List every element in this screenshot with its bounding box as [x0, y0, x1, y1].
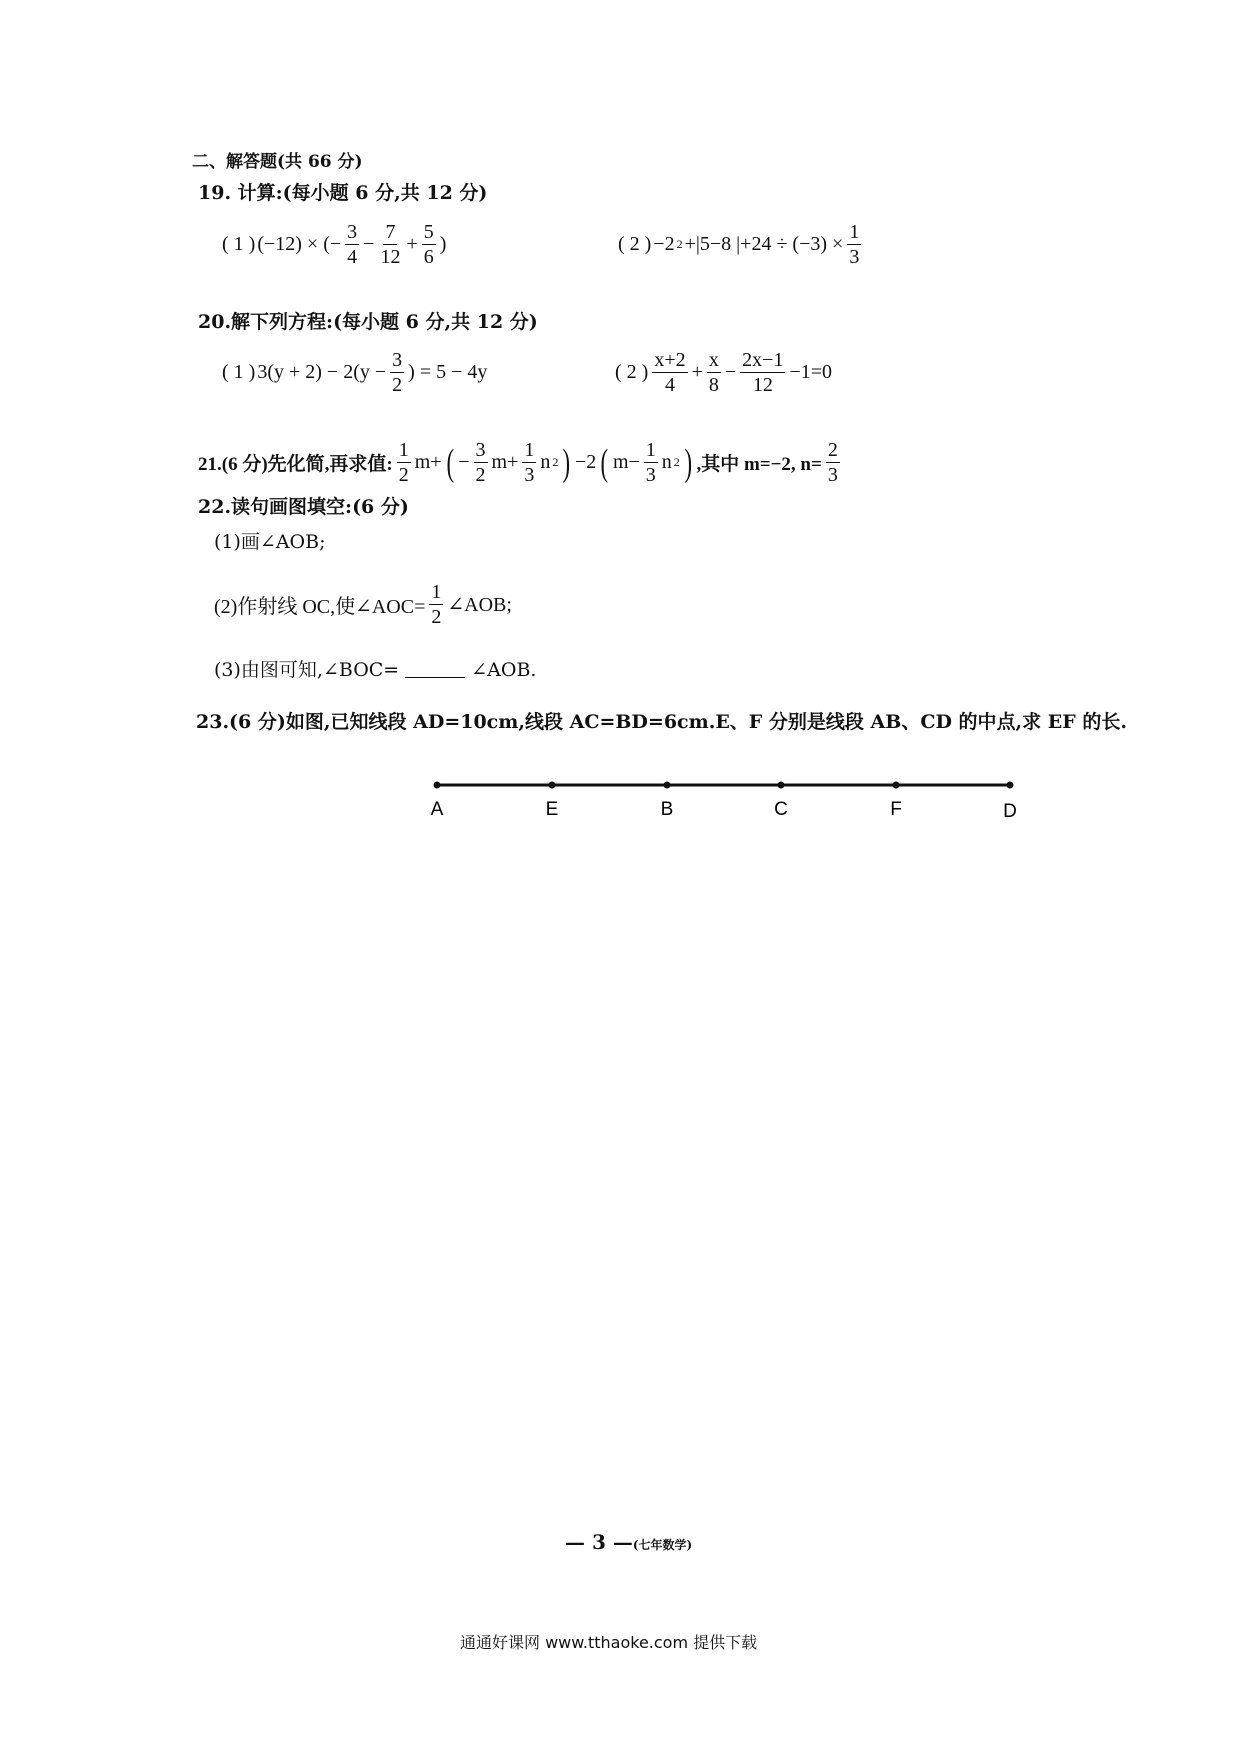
- point-f-dot: [893, 782, 900, 789]
- q21-lead: 21.(6 分)先化简,再求值:: [198, 454, 393, 475]
- page-subject: (七年数学): [632, 1538, 693, 1552]
- q22-step2: (2)作射线 OC,使∠AOC= $\frac{1}{2}$ ∠AOB;: [214, 581, 512, 628]
- answer-blank[interactable]: [405, 659, 465, 678]
- q22-step3: (3)由图可知,∠BOC= ∠AOB.: [214, 659, 537, 681]
- point-a-label: A: [430, 799, 444, 820]
- q22-step1: (1)画∠AOB;: [214, 531, 326, 553]
- q19-p1-frac3: $\frac{5}{6}$: [423, 221, 434, 268]
- q20-p1-frac: $\frac{3}{2}$: [392, 349, 403, 396]
- q19-part2: ( 2 ) −2 2 +|5−8 |+24 ÷ (−3) × $\frac{1}{3}$: [618, 221, 860, 268]
- q20-p2-frac1: $\frac{x+2}{4}$: [654, 349, 686, 396]
- q22-title: 22.读句画图填空:(6 分): [198, 496, 409, 518]
- point-f-label: F: [890, 799, 902, 820]
- q20-part2: ( 2 ) $\frac{x+2}{4}$ + $\frac{x}{8}$ − $\frac{2x-1}{12}$ −1=0: [615, 349, 833, 396]
- q19-p1-frac2: $\frac{7}{12}$: [380, 221, 401, 268]
- point-b-dot: [664, 782, 671, 789]
- q19-p1-text: (−12) × (−: [257, 233, 342, 255]
- point-d-dot: [1007, 782, 1014, 789]
- point-a-dot: [434, 782, 441, 789]
- q19-p2-frac: $\frac{1}{3}$: [849, 221, 860, 268]
- section-header: 二、解答题(共 66 分): [192, 152, 363, 172]
- q19-part1: ( 1 ) (−12) × (− $\frac{3}{4}$ − $\frac{7}{12}$ + $\frac{5}{6}$ ): [222, 221, 447, 268]
- point-e-dot: [549, 782, 556, 789]
- q20-p2-frac3: $\frac{2x-1}{12}$: [742, 349, 784, 396]
- q20-title: 20.解下列方程:(每小题 6 分,共 12 分): [198, 311, 538, 333]
- download-footer: 通通好课网 www.tthaoke.com 提供下载: [460, 1633, 758, 1652]
- point-b-label: B: [660, 799, 674, 820]
- q21-expression: 21.(6 分)先化简,再求值: $\frac{1}{2}$ m+ ( − $\frac{3}{2}$ m+ $\frac{1}{3}$ n 2 ) −2 ( m− $\frac{1}{3}$ n 2 ) ,其中 m=−2, n= $\frac{2}{3}$: [198, 439, 838, 486]
- point-d-label: D: [1003, 801, 1017, 822]
- page-number: — 3 —(七年数学): [565, 1530, 693, 1554]
- point-e-label: E: [545, 799, 559, 820]
- q19-title: 19. 计算:(每小题 6 分,共 12 分): [198, 182, 488, 204]
- q23-title: 23.(6 分)如图,已知线段 AD=10cm,线段 AC=BD=6cm.E、F 分别是线段 AB、CD 的中点,求 EF 的长.: [196, 711, 1127, 733]
- q20-p2-frac2: $\frac{x}{8}$: [708, 349, 719, 396]
- point-c-label: C: [774, 799, 788, 820]
- q19-p1-label: ( 1 ): [222, 233, 256, 255]
- segment-figure: [420, 770, 1040, 830]
- point-c-dot: [778, 782, 785, 789]
- q20-part1: ( 1 ) 3(y + 2) − 2(y − $\frac{3}{2}$ ) = 5 − 4y: [222, 349, 488, 396]
- q19-p1-frac1: $\frac{3}{4}$: [347, 221, 358, 268]
- q19-p2-label: ( 2 ): [618, 233, 652, 255]
